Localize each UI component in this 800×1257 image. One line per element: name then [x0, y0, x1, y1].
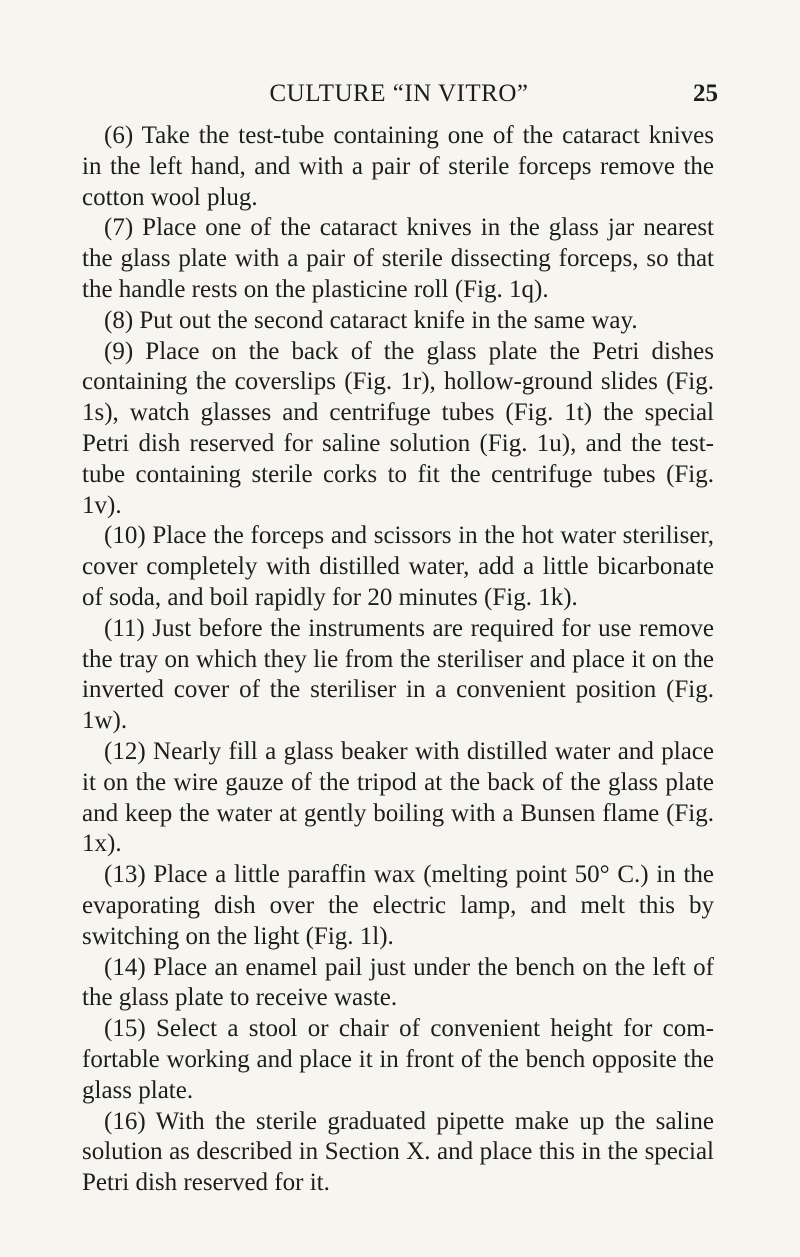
paragraph-step-16: (16) With the sterile graduated pipette make up the saline solution as described in Section X. and place this in the special Petri dish reserved for it.: [82, 1107, 714, 1197]
running-header: [80, 80, 718, 114]
paragraph-step-7: (7) Place one of the cataract knives in the glass jar nearest the glass plate with a pair of sterile dissecting forceps, so that the handle rests on the plasticine roll (Fig. 1q).: [82, 214, 714, 303]
paragraph-step-13: (13) Place a little paraffin wax (melting point 50° C.) in the evaporating dish over the electric lamp, and melt this by switching on the light (Fig. 1l).: [82, 861, 714, 950]
body-text: [82, 121, 714, 1199]
running-title: CULTURE “IN VITRO”: [269, 80, 529, 107]
paragraph-step-9: (9) Place on the back of the glass plate the Petri dishes containing the coverslips (Fig. 1r), hollow-ground slides (Fig. 1s), watch glasses and centrifuge tubes (Fig. 1t) the special Petri dish reserved for saline solution (Fig. 1u), and the test-tube containing sterile corks to fit the centrifuge tubes (Fig. 1v).: [82, 337, 714, 519]
paragraph-step-15: (15) Select a stool or chair of convenient height for com-fortable working and place it in front of the bench opposite the glass plate.: [82, 1015, 714, 1104]
paragraph-step-14: (14) Place an enamel pail just under the bench on the left of the glass plate to receive waste.: [82, 953, 714, 1012]
paragraph-step-11: (11) Just before the instruments are required for use remove the tray on which they lie from the steriliser and place it on the inverted cover of the steriliser in a convenient position (Fig. 1w).: [82, 614, 714, 735]
paragraph-step-6: (6) Take the test-tube containing one of the cataract knives in the left hand, and with a pair of sterile forceps remove the cotton wool plug.: [82, 122, 714, 211]
paragraph-step-12: (12) Nearly fill a glass beaker with distilled water and place it on the wire gauze of the tripod at the back of the glass plate and keep the water at gently boiling with a Bunsen flame (Fig. 1x).: [82, 737, 714, 858]
page-number: 25: [693, 80, 718, 107]
paragraph-step-8: (8) Put out the second cataract knife in the same way.: [104, 306, 638, 334]
paragraph-step-10: (10) Place the forceps and scissors in the hot water steriliser, cover completely with distilled water, add a little bicarbonate of soda, and boil rapidly for 20 minutes (Fig. 1k).: [82, 522, 714, 611]
